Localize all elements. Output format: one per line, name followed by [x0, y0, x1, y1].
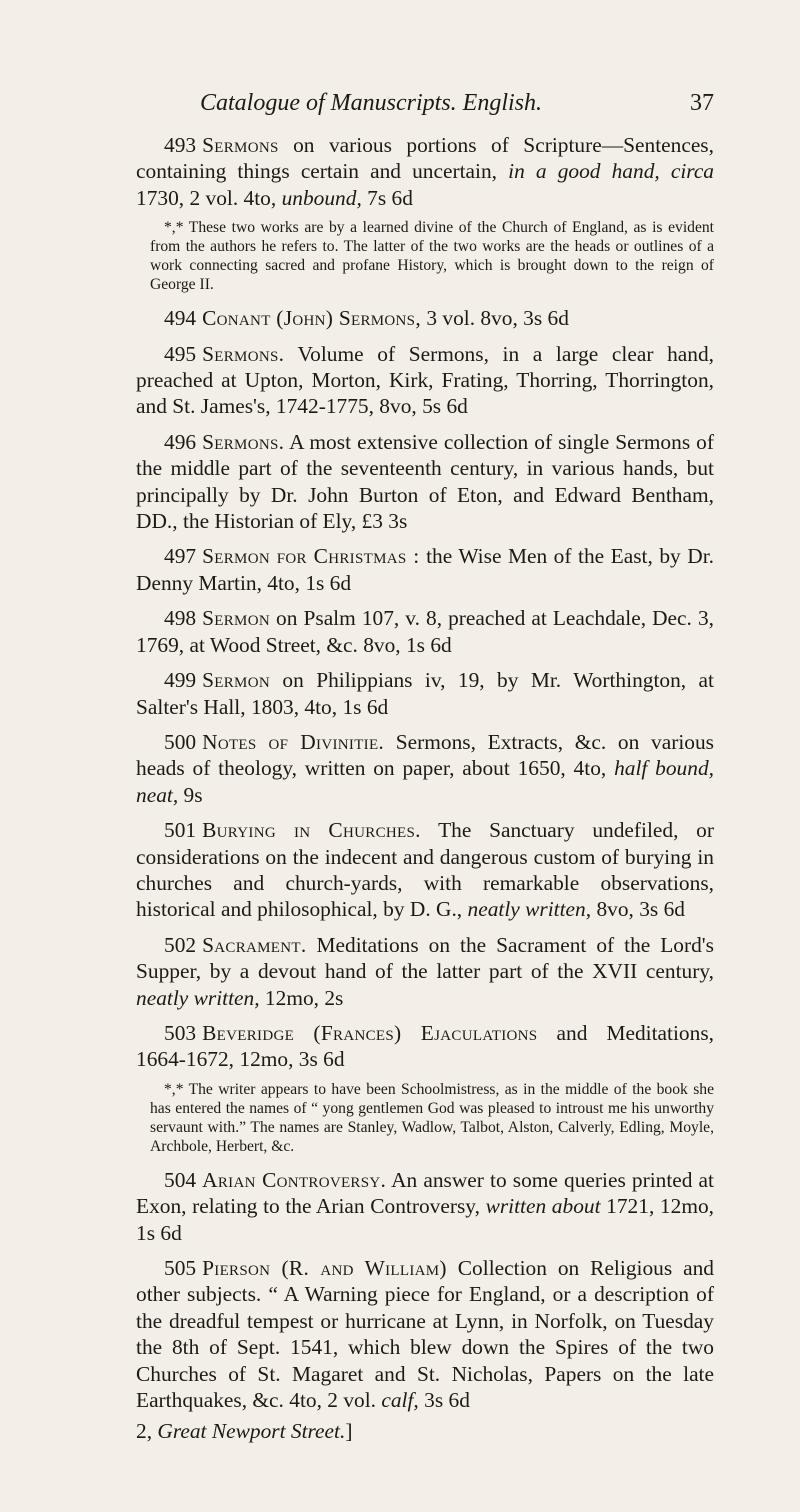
catalogue-entry-500: 500 Notes of Divinitie. Sermons, Extracts, &c. on various heads of theology, written on paper, about 1650, 4to, half bound, neat, 9s	[136, 729, 714, 807]
catalogue-entry-497: 497 Sermon for Christmas : the Wise Men of the East, by Dr. Denny Martin, 4to, 1s 6d	[136, 544, 715, 595]
catalogue-entry-498: 498 Sermon on Psalm 107, v. 8, preached at Leachdale, Dec. 3, 1769, at Wood Street, &c. 8vo, 1s 6d	[136, 606, 714, 657]
address-line: 2, Great Newport Street.]	[136, 1419, 353, 1444]
catalogue-entry-504: 504 Arian Controversy. An answer to some queries printed at Exon, relating to the Arian Controversy, written about 1721, 12mo, 1s 6d	[136, 1167, 714, 1245]
page-header	[136, 90, 714, 122]
catalogue-entry-505: 505 Pierson (R. and William) Collection on Religious and other subjects. “ A Warning piece for England, or a description of the dreadful tempest or hurricane at Lynn, in Norfolk, on Tuesday the 8th of Sept. 1541, which blew down the Spires of the two Churches of St. Magaret and St. Nicholas, Papers on the late Earthquakes, &c. 4to, 2 vol. calf, 3s 6d	[136, 1256, 714, 1413]
footnote-503: *,* The writer appears to have been Schoolmistress, as in the middle of the book she has entered the names of “ yong gentlemen God was pleased to introust me his unworthy servaunt with.” The names are Stanley, Wadlow, Talbot, Alston, Calverly, Edling, Moyle, Archbole, Herbert, &c.	[150, 1080, 714, 1155]
catalogue-entry-501: 501 Burying in Churches. The Sanctuary undefiled, or considerations on the indecent and dangerous custom of burying in churches and church-yards, with remarkable observations, historical and philosophical, by D. G., neatly written, 8vo, 3s 6d	[136, 818, 714, 922]
running-title: Catalogue of Manuscripts. English.	[200, 90, 542, 116]
catalogue-entry-503: 503 Beveridge (Frances) Ejaculations and Meditations, 1664-1672, 12mo, 3s 6d	[136, 1020, 714, 1072]
catalogue-entry-493: 493 Sermons on various portions of Scripture—Sentences, containing things certain and uncertain, in a good hand, circa 1730, 2 vol. 4to, unbound, 7s 6d	[136, 133, 715, 210]
catalogue-entry-494: 494 Conant (John) Sermons, 3 vol. 8vo, 3s 6d	[164, 306, 569, 331]
catalogue-entry-502: 502 Sacrament. Meditations on the Sacrament of the Lord's Supper, by a devout hand of the latter part of the XVII century, neatly written, 12mo, 2s	[136, 932, 714, 1010]
catalogue-entry-499: 499 Sermon on Philippians iv, 19, by Mr. Worthington, at Salter's Hall, 1803, 4to, 1s 6d	[136, 668, 714, 719]
footnote-493: *,* These two works are by a learned divine of the Church of England, as is evident from the authors he refers to. The latter of the two works are the heads or outlines of a work connecting sacred and profane History, which is brought down to the reign of George II.	[150, 219, 714, 294]
page-number: 37	[690, 90, 714, 116]
catalogue-entry-496: 496 Sermons. A most extensive collection of single Sermons of the middle part of the seventeenth century, in various hands, but principally by Dr. John Burton of Eton, and Edward Bentham, DD., the Historian of Ely, £3 3s	[136, 429, 714, 534]
catalogue-entry-495: 495 Sermons. Volume of Sermons, in a large clear hand, preached at Upton, Morton, Kirk, Frating, Thorring, Thorrington, and St. James's, 1742-1775, 8vo, 5s 6d	[136, 341, 714, 419]
